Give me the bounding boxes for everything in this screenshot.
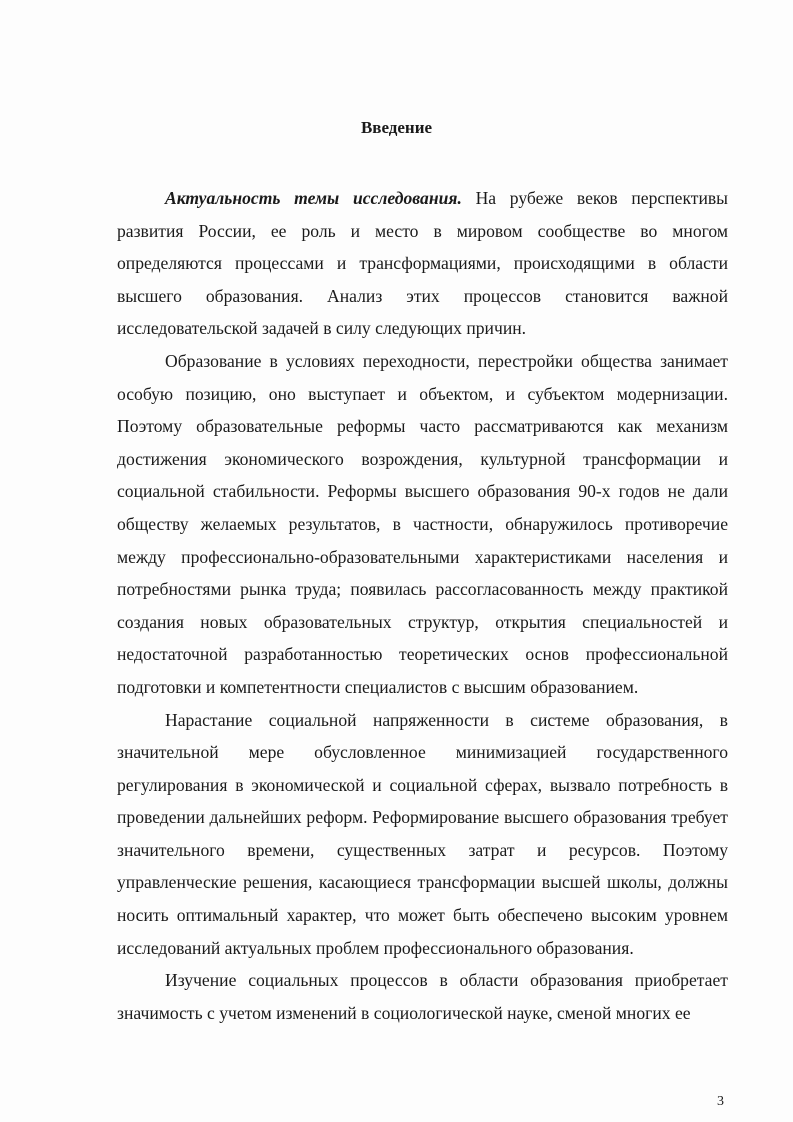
paragraph-text: На рубеже веков перспективы развития России, ее роль и место в мировом сообществе во многом определяются процессами и трансформациями, происходящими в области высшего образования. Анализ этих процессов становится важной исследовательской задачей в силу следующих причин. <box>117 188 728 339</box>
document-body <box>117 182 728 1029</box>
paragraph-social-tension: Нарастание социальной напряженности в системе образования, в значительной мере обусловленное минимизацией государственного регулирования в экономической и социальной сферах, вызвало потребность в проведении дальнейших реформ. Реформирование высшего образования требует значительного времени, существенных затрат и ресурсов. Поэтому управленческие решения, касающиеся трансформации высшей школы, должны носить оптимальный характер, что может быть обеспечено высоким уровнем исследований актуальных проблем профессионального образования. <box>117 709 728 958</box>
paragraph-education-transition: Образование в условиях переходности, перестройки общества занимает особую позицию, оно выступает и объектом, и субъектом модернизации. Поэтому образовательные реформы часто рассматриваются как механизм достижения экономического возрождения, культурной трансформации и социальной стабильности. Реформы высшего образования 90-х годов не дали обществу желаемых результатов, в частности, обнаружилось противоречие между профессионально-образовательными характеристиками населения и потребностями рынка труда; появилась рассогласованность между практикой создания новых образовательных структур, открытия специальностей и недостаточной разработанностью теоретических основ профессиональной подготовки и компетентности специалистов с высшим образованием. <box>117 350 728 697</box>
paragraph-relevance <box>117 182 728 345</box>
page-title: Введение <box>360 118 433 137</box>
paragraph-social-processes: Изучение социальных процессов в области образования приобретает значимость с учетом изменений в социологической науке, сменой многих ее <box>117 970 728 1023</box>
paragraph-lead: Актуальность темы исследования. <box>165 188 462 208</box>
page-number: 3 <box>717 1094 724 1109</box>
